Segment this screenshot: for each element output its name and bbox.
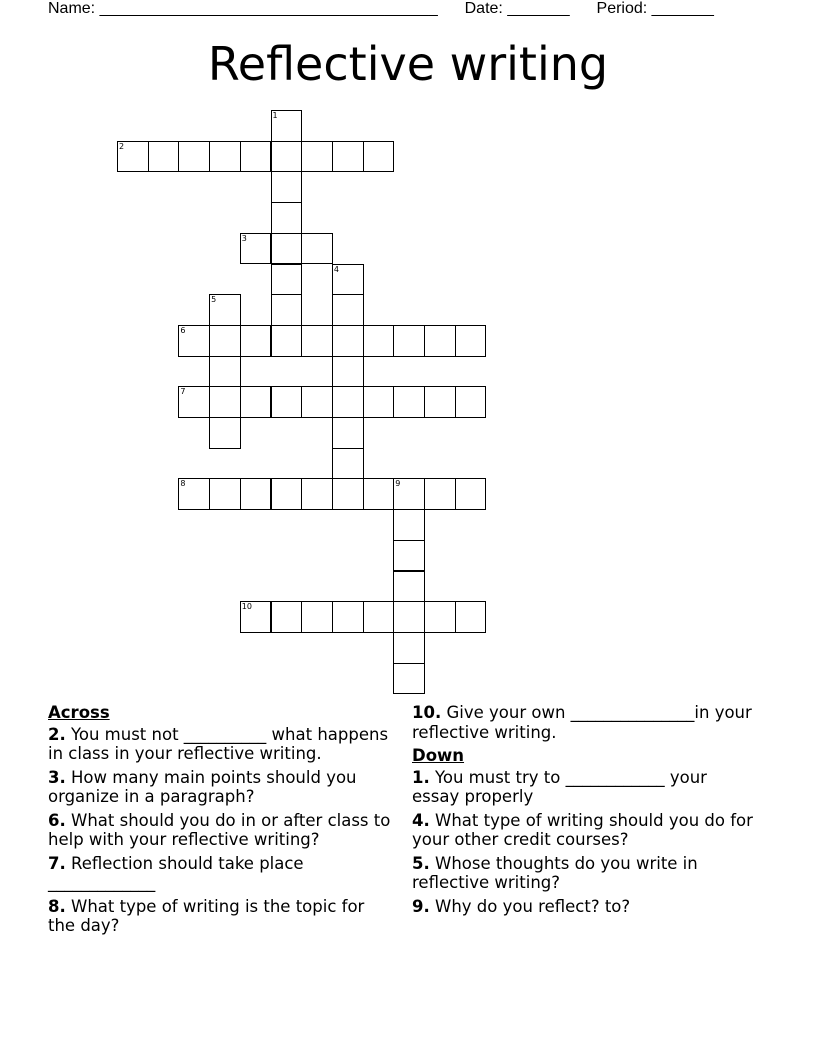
grid-cell[interactable]	[271, 110, 303, 142]
grid-cell[interactable]	[209, 325, 241, 357]
grid-cell[interactable]	[178, 325, 210, 357]
grid-cell[interactable]	[271, 171, 303, 203]
grid-cell[interactable]	[393, 325, 425, 357]
grid-cell[interactable]	[332, 601, 364, 633]
grid-cell[interactable]	[178, 386, 210, 418]
grid-cell[interactable]	[332, 448, 364, 480]
grid-cell[interactable]	[209, 417, 241, 449]
grid-cell[interactable]	[209, 294, 241, 326]
grid-cell[interactable]	[332, 325, 364, 357]
grid-cell[interactable]	[240, 233, 272, 265]
clue-down-5: 5. Whose thoughts do you write in reflective writing?	[412, 853, 698, 892]
grid-cell[interactable]	[363, 386, 395, 418]
grid-cell[interactable]	[332, 264, 364, 296]
grid-cell[interactable]	[424, 325, 456, 357]
grid-cell[interactable]	[332, 294, 364, 326]
cell-number: 7	[180, 387, 186, 397]
cell-number: 4	[333, 264, 339, 274]
clue-across-7: 7. Reflection should take place _____________	[48, 853, 304, 892]
clue-down-1: 1. You must try to ____________ your essay properly	[412, 767, 707, 806]
cell-number: 1	[272, 111, 278, 120]
grid-cell[interactable]	[393, 632, 425, 664]
grid-cell[interactable]	[271, 478, 303, 510]
clue-down-9: 9. Why do you reflect? to?	[412, 896, 631, 916]
grid-cell[interactable]	[117, 141, 149, 173]
grid-cell[interactable]	[424, 478, 456, 510]
grid-cell[interactable]	[209, 141, 241, 173]
clues-column-left	[48, 703, 393, 940]
cell-number: 5	[211, 295, 217, 305]
grid-cell[interactable]	[332, 417, 364, 449]
clue-across-2: 2. You must not __________ what happens in class in your reflective writing.	[48, 724, 389, 763]
grid-cell[interactable]	[178, 478, 210, 510]
clue-across-6: 6. What should you do in or after class to help with your reflective writing?	[48, 810, 391, 849]
clues-column-right	[412, 703, 757, 920]
grid-cell[interactable]	[271, 141, 303, 173]
grid-cell[interactable]	[393, 540, 425, 572]
grid-cell[interactable]	[393, 571, 425, 603]
clue-down-4: 4. What type of writing should you do for your other credit courses?	[412, 810, 753, 849]
grid-cell[interactable]	[393, 663, 425, 695]
grid-cell[interactable]	[301, 141, 333, 173]
clue-across-8: 8. What type of writing is the topic for the day?	[48, 896, 365, 935]
grid-cell[interactable]	[271, 294, 303, 326]
grid-cell[interactable]	[363, 478, 395, 510]
cell-number: 2	[119, 141, 125, 151]
grid-cell[interactable]	[424, 601, 456, 633]
grid-cell[interactable]	[332, 386, 364, 418]
grid-cell[interactable]	[240, 601, 272, 633]
grid-cell[interactable]	[455, 386, 487, 418]
grid-cell[interactable]	[363, 325, 395, 357]
date-field[interactable]: Date: _______	[464, 0, 570, 17]
clue-across-10: 10. Give your own _______________in your reflective writing.	[412, 703, 752, 742]
grid-cell[interactable]	[393, 509, 425, 541]
grid-cell[interactable]	[332, 478, 364, 510]
cell-number: 9	[395, 479, 401, 489]
grid-cell[interactable]	[455, 478, 487, 510]
name-field[interactable]: Name: ______________________________________	[48, 0, 438, 17]
grid-cell[interactable]	[271, 325, 303, 357]
grid-cell[interactable]	[332, 356, 364, 388]
grid-cell[interactable]	[393, 601, 425, 633]
grid-cell[interactable]	[455, 601, 487, 633]
grid-cell[interactable]	[363, 601, 395, 633]
grid-cell[interactable]	[178, 141, 210, 173]
grid-cell[interactable]	[332, 141, 364, 173]
across-heading: Across	[48, 703, 110, 722]
cell-number: 6	[180, 325, 186, 335]
cell-number: 3	[241, 233, 247, 243]
grid-cell[interactable]	[240, 141, 272, 173]
grid-cell[interactable]	[301, 325, 333, 357]
grid-cell[interactable]	[148, 141, 180, 173]
grid-cell[interactable]	[271, 386, 303, 418]
page-title: Reflective writing	[207, 37, 609, 91]
grid-cell[interactable]	[424, 386, 456, 418]
cell-number: 10	[241, 602, 252, 612]
cell-number: 8	[180, 479, 186, 489]
grid-cell[interactable]	[240, 325, 272, 357]
grid-cell[interactable]	[301, 601, 333, 633]
period-field[interactable]: Period: _______	[596, 0, 714, 17]
grid-cell[interactable]	[209, 478, 241, 510]
grid-cell[interactable]	[271, 202, 303, 234]
grid-cell[interactable]	[301, 233, 333, 265]
grid-cell[interactable]	[363, 141, 395, 173]
grid-cell[interactable]	[240, 386, 272, 418]
grid-cell[interactable]	[209, 356, 241, 388]
grid-cell[interactable]	[393, 478, 425, 510]
grid-cell[interactable]	[271, 233, 303, 265]
grid-cell[interactable]	[301, 386, 333, 418]
grid-cell[interactable]	[240, 478, 272, 510]
down-heading: Down	[412, 746, 465, 765]
grid-cell[interactable]	[393, 386, 425, 418]
clue-across-3: 3. How many main points should you organize in a paragraph?	[48, 767, 357, 806]
grid-cell[interactable]	[271, 601, 303, 633]
grid-cell[interactable]	[209, 386, 241, 418]
grid-cell[interactable]	[271, 264, 303, 296]
grid-cell[interactable]	[301, 478, 333, 510]
grid-cell[interactable]	[455, 325, 487, 357]
